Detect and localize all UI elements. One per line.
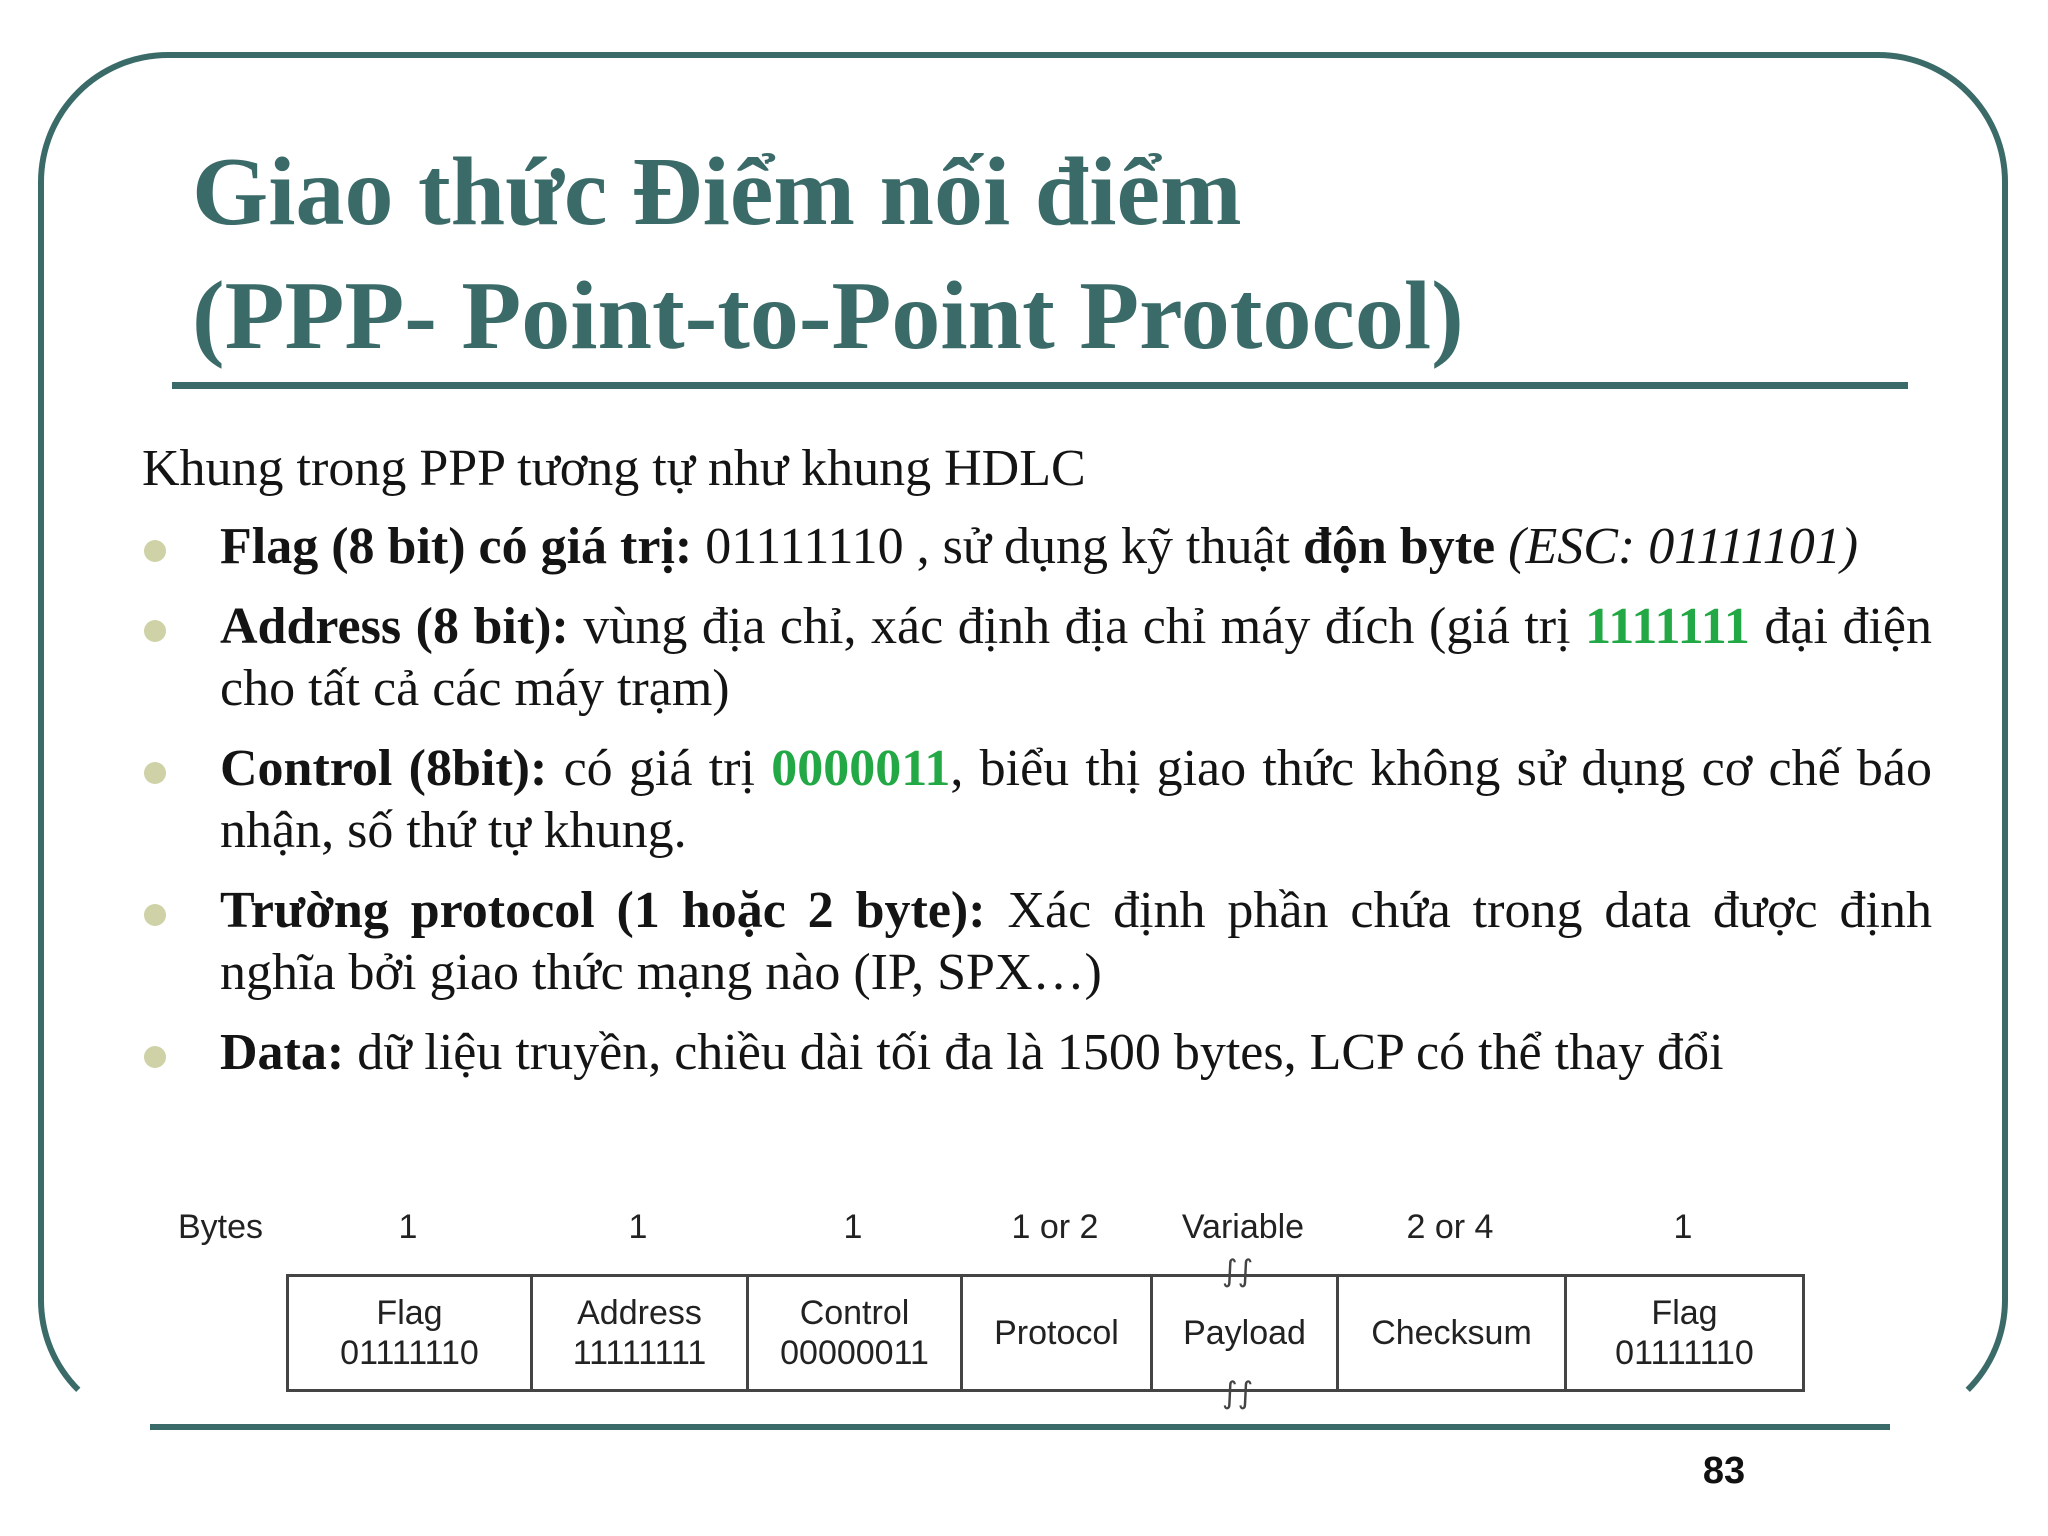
bullet-dot-icon (144, 762, 166, 784)
field-address (533, 1277, 749, 1389)
field-value: 11111111 (572, 1334, 707, 1372)
field-size-label: 1 (398, 1208, 418, 1246)
bullet-protocol (142, 880, 1932, 1004)
bullet-label: Flag (8 bit) có giá trị: (220, 518, 693, 575)
bullet-address (142, 596, 1932, 720)
bullet-bold-term: độn byte (1302, 518, 1496, 575)
field-size-label: 2 or 4 (1406, 1208, 1494, 1246)
bullet-data (142, 1022, 1932, 1084)
bullet-highlight-value: 0000011 (771, 740, 951, 797)
slide-title (192, 130, 1892, 378)
payload-break-top-icon: ∫∫ (1222, 1254, 1254, 1289)
ppp-frame-diagram (170, 1200, 1830, 1420)
field-size-label: 1 (628, 1208, 648, 1246)
title-underline (172, 382, 1908, 389)
field-name: Flag (1651, 1294, 1718, 1332)
field-name: Payload (1183, 1314, 1306, 1352)
title-line-2: (PPP- Point-to-Point Protocol) (192, 262, 1464, 370)
payload-break-bottom-icon: ∫∫ (1222, 1376, 1254, 1411)
bullet-text: có giá trị (547, 740, 772, 797)
field-flag-start (289, 1277, 533, 1389)
field-value: 00000011 (780, 1334, 929, 1372)
bytes-header-label: Bytes (178, 1208, 264, 1246)
bullet-control (142, 738, 1932, 862)
field-value: 01111110 (1615, 1334, 1754, 1372)
bullet-list (142, 516, 1932, 1102)
bullet-dot-icon (144, 904, 166, 926)
bullet-label: Data: (220, 1024, 345, 1081)
field-name: Control (799, 1294, 910, 1332)
bullet-dot-icon (144, 620, 166, 642)
title-line-1: Giao thức Điểm nối điểm (192, 138, 1242, 246)
bullet-text: 01111110 , sử dụng kỹ thuật (692, 518, 1303, 575)
bullet-dot-icon (144, 1046, 166, 1068)
bullet-flag (142, 516, 1932, 578)
field-payload (1153, 1277, 1339, 1389)
bullet-text: dữ liệu truyền, chiều dài tối đa là 1500 bytes, LCP có thể thay đổi (344, 1024, 1724, 1081)
field-value: 01111110 (340, 1334, 479, 1372)
field-size-label: 1 (1673, 1208, 1693, 1246)
field-size-label: 1 or 2 (1011, 1208, 1099, 1246)
bullet-label: Control (8bit): (220, 740, 548, 797)
field-protocol (963, 1277, 1153, 1389)
field-name: Address (577, 1294, 702, 1332)
bullet-text-rest: đại điện cho tất cả các máy trạm) (220, 598, 1933, 717)
bullet-text: Xác định phần chứa trong data được định nghĩa bởi giao thức mạng nào (IP, SPX…) (220, 882, 1932, 1001)
bullet-highlight-value: 1111111 (1585, 598, 1750, 655)
bullet-label: Trường protocol (1 hoặc 2 byte): (220, 882, 986, 939)
field-name: Checksum (1371, 1314, 1532, 1352)
slide-frame-bottom-rule (150, 1424, 1890, 1430)
bullet-dot-icon (144, 540, 166, 562)
page-number: 83 (1702, 1450, 1746, 1492)
field-control (749, 1277, 963, 1389)
intro-text: Khung trong PPP tương tự như khung HDLC (142, 440, 1086, 497)
bullet-label: Address (8 bit): (220, 598, 569, 655)
field-checksum (1339, 1277, 1567, 1389)
field-size-label: 1 (843, 1208, 863, 1246)
field-flag-end (1567, 1277, 1805, 1389)
frame-fields-row (286, 1274, 1805, 1392)
bullet-text-rest: , biểu thị giao thức không sử dụng cơ chế báo nhận, số thứ tự khung. (220, 740, 1932, 859)
field-name: Flag (376, 1294, 443, 1332)
bullet-text-space (1495, 518, 1508, 575)
field-size-label: Variable (1181, 1208, 1305, 1246)
bullet-italic-note: (ESC: 01111101) (1508, 518, 1859, 575)
bullet-text: vùng địa chỉ, xác định địa chỉ máy đích (giá trị (568, 598, 1586, 655)
field-name: Protocol (994, 1314, 1119, 1352)
